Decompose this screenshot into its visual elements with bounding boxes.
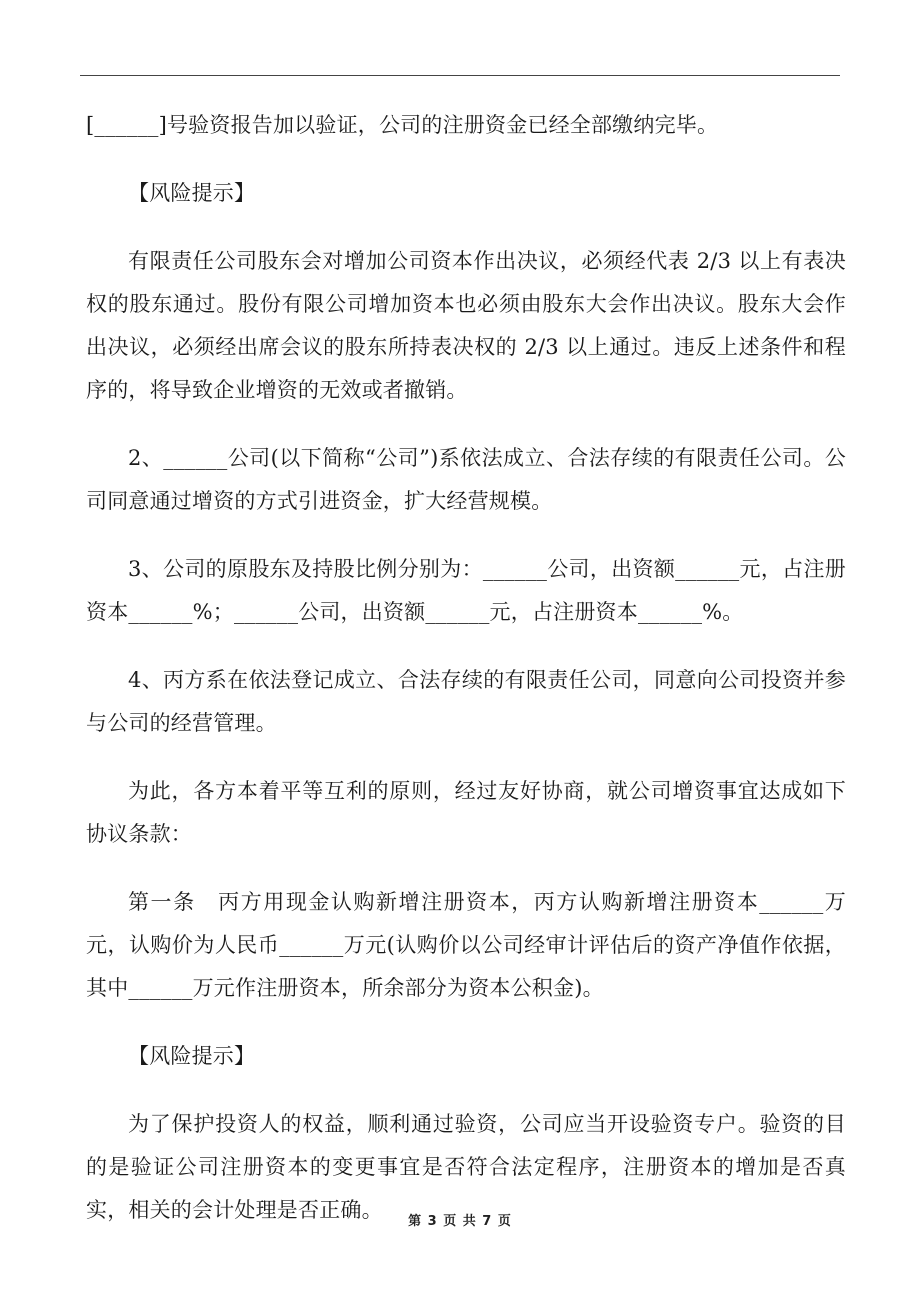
- paragraph-clause-4: 4、丙方系在依法登记成立、合法存续的有限责任公司，同意向公司投资并参与公司的经营管理。: [86, 668, 846, 735]
- paragraph-risk-resolution: 有限责任公司股东会对增加公司资本作出决议，必须经代表 2/3 以上有表决权的股东通过。股份有限公司增加资本也必须由股东大会作出决议。股东大会作出决议，必须经出席会议的股东所持表决权的 2/3 以上通过。违反上述条件和程序的，将导致企业增资的无效或者撤销。: [86, 249, 846, 402]
- risk-notice-heading: 【风险提示】: [128, 181, 256, 205]
- page-number: 第 3 页 共 7 页: [408, 1214, 512, 1229]
- paragraph-article-1: 第一条 丙方用现金认购新增注册资本，丙方认购新增注册资本______万元，认购价为人民币______万元(认购价以公司经审计评估后的资产净值作依据，其中______万元作注册资本，所余部分为资本公积金)。: [86, 890, 846, 1000]
- risk-notice-heading: 【风险提示】: [128, 1044, 256, 1068]
- paragraph-clause-3: 3、公司的原股东及持股比例分别为：______公司，出资额______元，占注册资本______%；______公司，出资额______元，占注册资本______%。: [86, 557, 846, 624]
- paragraph-verification: [______]号验资报告加以验证，公司的注册资金已经全部缴纳完毕。: [86, 113, 719, 137]
- header-rule: [80, 75, 840, 76]
- document-body: [86, 104, 846, 1257]
- paragraph-agreement-intro: 为此，各方本着平等互利的原则，经过友好协商，就公司增资事宜达成如下协议条款：: [86, 779, 846, 846]
- paragraph-clause-2: 2、______公司(以下简称“公司”)系依法成立、合法存续的有限责任公司。公司同意通过增资的方式引进资金，扩大经营规模。: [86, 446, 846, 513]
- paragraph-risk-verification: 为了保护投资人的权益，顺利通过验资，公司应当开设验资专户。验资的目的是验证公司注册资本的变更事宜是否符合法定程序，注册资本的增加是否真实，相关的会计处理是否正确。: [86, 1112, 846, 1222]
